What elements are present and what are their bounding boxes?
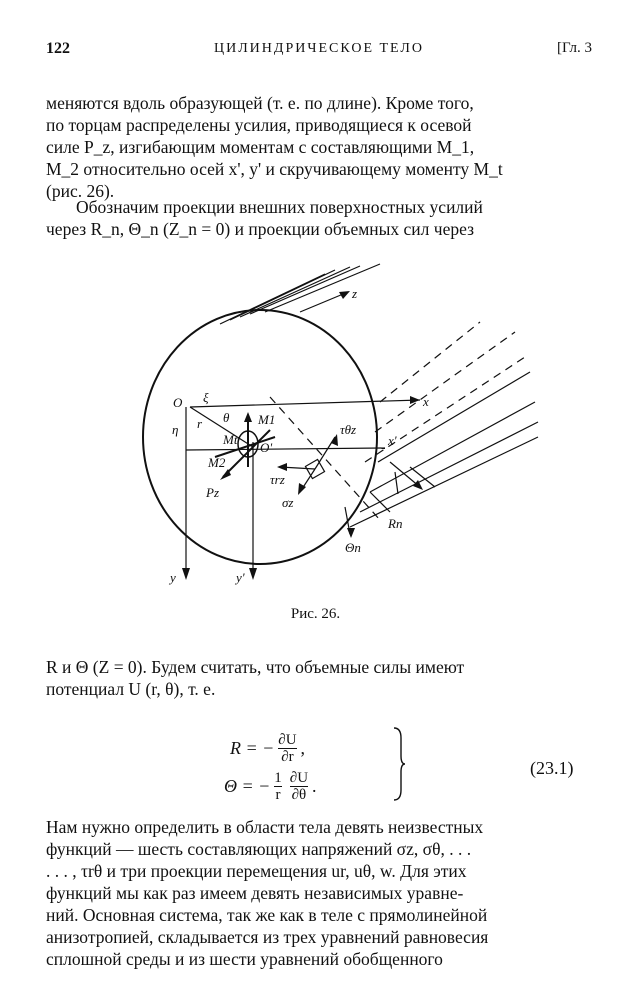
label-x-prime: x' (388, 433, 397, 448)
eq-lhs: Θ = − (224, 776, 271, 796)
label-y-prime: y' (236, 570, 245, 585)
text-line: по торцам распределены усилия, приводящиеся к осевой (46, 115, 472, 135)
eq-punct: . (312, 776, 317, 796)
label-theta: θ (223, 410, 230, 425)
numerator: 1 (274, 770, 282, 786)
running-head (46, 40, 592, 64)
equation-row-1 (230, 732, 305, 765)
chapter-ref: [Гл. 3 (556, 40, 592, 56)
load-arrow (410, 467, 435, 487)
x-axis (190, 400, 420, 407)
text-line: ний. Основная система, так же как в теле с прямолинейной (46, 905, 488, 925)
label-xi: ξ (203, 390, 209, 405)
text-line: . . . , τrθ и три проекции перемещения ur, uθ, w. Для этих (46, 861, 467, 881)
hidden-line (375, 332, 515, 432)
thetan-arrowhead (347, 528, 355, 538)
label-rn: Rn (388, 516, 403, 531)
text-line: функций мы как раз имеем девять независимых уравне- (46, 883, 464, 903)
fraction (290, 770, 308, 803)
label-z: z (352, 286, 358, 301)
paragraph-1 (46, 92, 591, 202)
m1-arrowhead (244, 412, 252, 422)
paragraph-3 (46, 656, 591, 700)
load-arrow (370, 492, 390, 512)
generator-line (350, 437, 538, 527)
text-line: (рис. 26). (46, 181, 115, 201)
label-tau-theta-z: τθz (340, 422, 357, 437)
denominator: ∂θ (291, 787, 307, 803)
label-pz: Pz (206, 485, 219, 500)
text-line: R и Θ (Z = 0). Будем считать, что объемные силы имеют (46, 657, 465, 677)
generator-line (240, 267, 350, 317)
text-line: через R_n, Θ_n (Z_n = 0) и проекции объемных сил через (46, 219, 474, 239)
text-line: меняются вдоль образующей (т. е. по длине). Кроме того, (46, 93, 474, 113)
tau-theta-arrowhead (331, 434, 338, 446)
label-x: x (423, 394, 429, 409)
text-line: M_2 относительно осей x', y' и скручивающему моменту M_t (46, 159, 503, 179)
right-brace (392, 726, 406, 802)
label-y: y (170, 570, 176, 585)
cylinder-end-ellipse (143, 310, 377, 564)
page-number: 122 (46, 40, 70, 57)
paragraph-2 (46, 196, 591, 240)
label-o-prime: O' (260, 440, 273, 455)
label-origin: O (173, 395, 183, 410)
load-arrow (395, 472, 398, 494)
fraction (274, 770, 282, 803)
label-eta: η (172, 422, 179, 437)
label-m1: M1 (258, 412, 276, 427)
label-m2: M2 (208, 455, 226, 470)
numerator: ∂U (278, 732, 297, 748)
cylinder-diagram-svg (120, 262, 540, 592)
figure-caption: Рис. 26. (290, 606, 341, 622)
text-line: Обозначим проекции внешних поверхностных усилий (76, 197, 483, 217)
text-line: сплошной среды и из шести уравнений обобщенного (46, 949, 443, 969)
text-line: потенциал U (r, θ), т. е. (46, 679, 216, 699)
x-prime-axis (186, 448, 385, 450)
eq-lhs: R = − (230, 738, 275, 758)
hidden-line (380, 322, 480, 402)
text-line: анизотропией, складывается из трех уравнений равновесия (46, 927, 489, 947)
equation-number: (23.1) (530, 758, 574, 778)
label-sigma-z: σz (282, 495, 294, 510)
text-line: функций — шесть составляющих напряжений σz, σθ, . . . (46, 839, 472, 859)
generator-line (220, 274, 325, 324)
figure-cylinder-diagram (120, 262, 540, 592)
generator-line (250, 266, 360, 314)
fraction (278, 732, 296, 765)
text-line: силе P_z, изгибающим моментам с составляющими M_1, (46, 137, 475, 157)
eq-punct: , (300, 738, 306, 758)
text-line: Нам нужно определить в области тела девять неизвестных (46, 817, 484, 837)
denominator: r (275, 787, 281, 803)
denominator: ∂r (281, 749, 294, 765)
generator-line (360, 422, 538, 512)
label-theta-n: Θn (345, 540, 361, 555)
label-r: r (197, 416, 203, 431)
label-mt: Mt (223, 432, 238, 447)
tau-r-arrowhead (277, 463, 287, 471)
generator-line (265, 264, 380, 312)
y-prime-arrowhead (249, 568, 257, 580)
running-title: ЦИЛИНДРИЧЕСКОЕ ТЕЛО (213, 41, 425, 56)
paragraph-4 (46, 816, 591, 970)
numerator: ∂U (289, 770, 309, 786)
y-arrowhead (182, 568, 190, 580)
equation-row-2 (224, 770, 317, 803)
label-tau-rz: τrz (270, 472, 285, 487)
